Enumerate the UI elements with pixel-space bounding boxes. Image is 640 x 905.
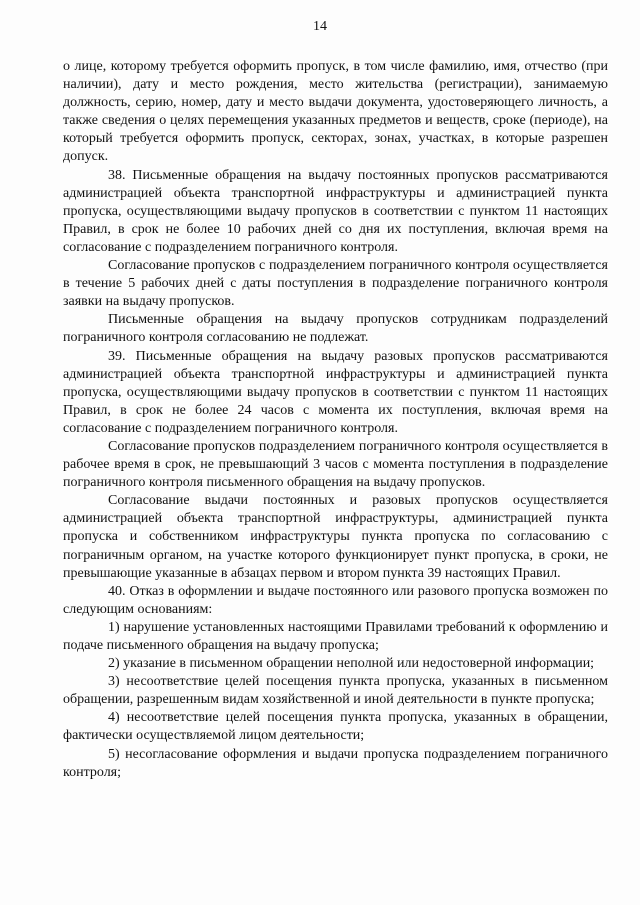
list-item: 1) нарушение установленных настоящими Правилами требований к оформлению и подаче письменного обращения на выдачу пропуска;	[63, 619, 608, 653]
list-item: 5) несогласование оформления и выдачи пропуска подразделением пограничного контроля;	[63, 746, 608, 780]
paragraph: Согласование пропусков подразделением пограничного контроля осуществляется в рабочее время в срок, не превышающий 3 часов с момента поступления в подразделение пограничного контроля письменного обращения на выдачу пропусков.	[63, 438, 608, 491]
paragraph-40: 40. Отказ в оформлении и выдаче постоянного или разового пропуска возможен по следующим основаниям:	[63, 583, 608, 617]
paragraph: Письменные обращения на выдачу пропусков сотрудникам подразделений пограничного контроля согласованию не подлежат.	[63, 312, 608, 346]
list-item: 3) несоответствие целей посещения пункта пропуска, указанных в письменном обращении, разрешенным видам хозяйственной и иной деятельности в пункте пропуска;	[63, 674, 608, 708]
list-item: 4) несоответствие целей посещения пункта пропуска, указанных в обращении, фактически осуществляемой лицом деятельности;	[63, 710, 608, 744]
page-number: 14	[313, 19, 327, 34]
paragraph: Согласование пропусков с подразделением пограничного контроля осуществляется в течение 5 рабочих дней с даты поступления в подразделение пограничного контроля заявки на выдачу пропусков.	[63, 258, 608, 310]
paragraph: Согласование выдачи постоянных и разовых пропусков осуществляется администрацией объекта транспортной инфраструктуры, администрацией пункта пропуска и собственником инфраструктуры пункта пропуска по согласованию с пограничным органом, на участке которого функционирует пункт пропуска, в сроки, не превышающие указанные в абзацах первом и втором пункта 39 настоящих Правил.	[63, 493, 608, 581]
list-item: 2) указание в письменном обращении неполной или недостоверной информации;	[108, 656, 595, 672]
paragraph-39: 39. Письменные обращения на выдачу разовых пропусков рассматриваются администрацией объекта транспортной инфраструктуры и администрацией пункта пропуска, осуществляющими выдачу пропусков в соответствии с пунктом 11 настоящих Правил, в срок не более 24 часов с момента их поступления, включая время на согласование с подразделением пограничного контроля.	[63, 348, 608, 436]
paragraph-38: 38. Письменные обращения на выдачу постоянных пропусков рассматриваются администрацией объекта транспортной инфраструктуры и администрацией пункта пропуска, осуществляющими выдачу пропусков в соответствии с пунктом 11 настоящих Правил, в срок не более 10 рабочих дней со дня их поступления, включая время на согласование с подразделением пограничного контроля.	[63, 167, 608, 255]
paragraph-continuation: о лице, которому требуется оформить пропуск, в том числе фамилию, имя, отчество (при наличии), дату и место рождения, место жительства (регистрации), занимаемую должность, серию, номер, дату и место выдачи документа, удостоверяющего личность, а также сведения о целях перемещения указанных предметов и веществ, сроке (периоде), на который требуется оформить пропуск, секторах, зонах, участках, в которые разрешен допуск.	[63, 59, 608, 165]
document-body	[63, 58, 608, 782]
